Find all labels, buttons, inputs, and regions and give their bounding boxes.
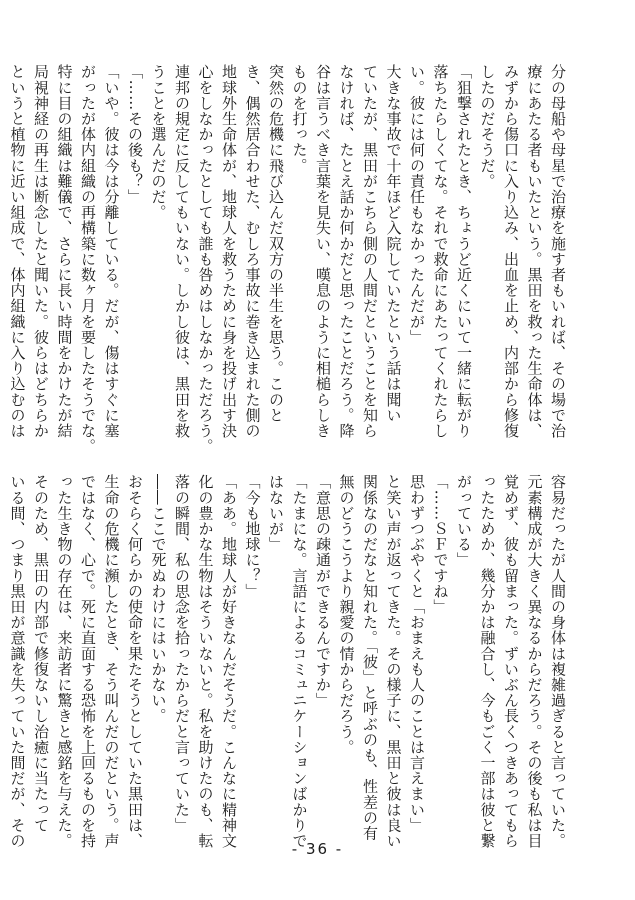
- text-line: というと植物に近い組成で、体内組織に入り込むのは: [8, 64, 27, 439]
- text-line: き、偶然居合わせた、むしろ事故に巻き込まれた側の: [243, 64, 262, 439]
- text-line: したのだそうだ。: [478, 64, 497, 189]
- text-line: 落の瞬間、私の思念を拾ったからだと言っていた」: [173, 474, 191, 833]
- text-line: そのため、黒田の内部で修復ないし治癒に当たって: [32, 474, 50, 833]
- text-line: と笑い声が返ってきた。その様子に、黒田と彼は良い: [384, 474, 403, 849]
- text-line: なければ、たとえ話か何かだと思ったことだろう。降: [337, 64, 356, 439]
- text-line: 「たまにな。言語によるコミュニケーションばかりで: [290, 474, 309, 849]
- text-line: 生命の危機に瀕したとき、そう叫んだのだという。声: [102, 474, 121, 849]
- text-line: 「……その後も？」: [126, 64, 144, 205]
- text-line: がっている」: [455, 474, 473, 568]
- text-line: 無のどうこうより親愛の情からだろう。: [337, 474, 356, 755]
- text-line: 関係なのだなと知れた。「彼」と呼ぶのも、性差の有: [361, 474, 379, 841]
- text-line: がったが体内組織の再構築に数ヶ月を要したそうでな。: [79, 64, 97, 454]
- text-line: うことを選んだのだ。: [149, 64, 168, 220]
- text-line: 容易だったが人間の身体は複雑過ぎると言っていた。: [549, 474, 567, 849]
- text-line: 療にあたる者もいたという。黒田を救った生命体は、: [525, 64, 544, 439]
- page-number: - 36 -: [291, 840, 344, 858]
- text-line: 「ああ。地球人が好きなんだそうだ。こんなに精神文: [220, 474, 238, 849]
- text-line: 覚めず、彼も留まった。ずいぶん長くつきあってもら: [502, 474, 520, 849]
- text-line: 「いや。彼は今は分離している。だが、傷はすぐに塞: [102, 64, 121, 439]
- text-line: ったためか、幾分かは融合し、今もごく一部は彼と繋: [478, 474, 497, 849]
- text-line: 化の豊かな生物はそういないと。私を助けたのも、転: [196, 474, 215, 849]
- text-line: ではなく、心で。死に直面する恐怖を上回るものを持: [79, 474, 97, 849]
- text-line: 元素構成が大きく異なるからだろう。その後も私は目: [525, 474, 544, 849]
- text-line: 連邦の規定に反してもいない。しかし彼は、黒田を救: [173, 64, 191, 439]
- text-line: 大きな事故で十年ほど入院していたという話は聞い: [384, 64, 403, 423]
- text-line: 心をしなかったとしても誰も咎めはしなかっただろう。: [196, 64, 215, 454]
- text-line: ていたが、黒田がこちら側の人間だということを知ら: [361, 64, 379, 439]
- text-line: った生き物の存在は、来訪者に驚きと感銘を与えた。: [55, 474, 74, 849]
- text-line: 特に目の組織は難儀で、さらに長い時間をかけたが結: [55, 64, 74, 439]
- text-line: 地球外生命体が、地球人を救うために身を投げ出す決: [220, 64, 238, 439]
- text-line: 「……ＳＦですね」: [431, 474, 450, 615]
- text-line: い。彼には何の責任もなかったんだが」: [408, 64, 426, 345]
- text-line: ものを打った。: [290, 64, 309, 174]
- text-line: 思わずつぶやくと「おまえも人のことは言えまい」: [408, 474, 426, 833]
- text-line: 局視神経の再生は断念したと聞いた。彼らはどちらか: [32, 64, 50, 439]
- text-line: おそらく何らかの使命を果たそうとしていた黒田は、: [126, 474, 144, 849]
- text-line: 分の母船や母星で治療を施す者もいれば、その場で治: [549, 64, 567, 439]
- text-line: 「今も地球に？」: [243, 474, 262, 599]
- text-line: いる間、つまり黒田が意識を失っていた間だが、その: [8, 474, 27, 849]
- text-line: みずから傷口に入り込み、出血を止め、内部から修復: [502, 64, 520, 439]
- lower-text-block: [8, 474, 569, 866]
- text-line: 落ちたらしくてな。それで救命にあたってくれたらし: [431, 64, 450, 439]
- text-line: 突然の危機に飛び込んだ双方の半生を思う。このと: [267, 64, 285, 423]
- text-line: はないが」: [267, 474, 285, 552]
- text-line: 谷は言うべき言葉を見失い、嘆息のように相槌らしき: [314, 64, 332, 439]
- text-line: 「狙撃されたとき、ちょうど近くにいて一緒に転がり: [455, 64, 473, 439]
- upper-text-block: [8, 64, 569, 454]
- text-line: ――ここで死ぬわけにはいかない。: [149, 474, 168, 724]
- text-line: 「意思の疎通ができるんですか」: [314, 474, 332, 708]
